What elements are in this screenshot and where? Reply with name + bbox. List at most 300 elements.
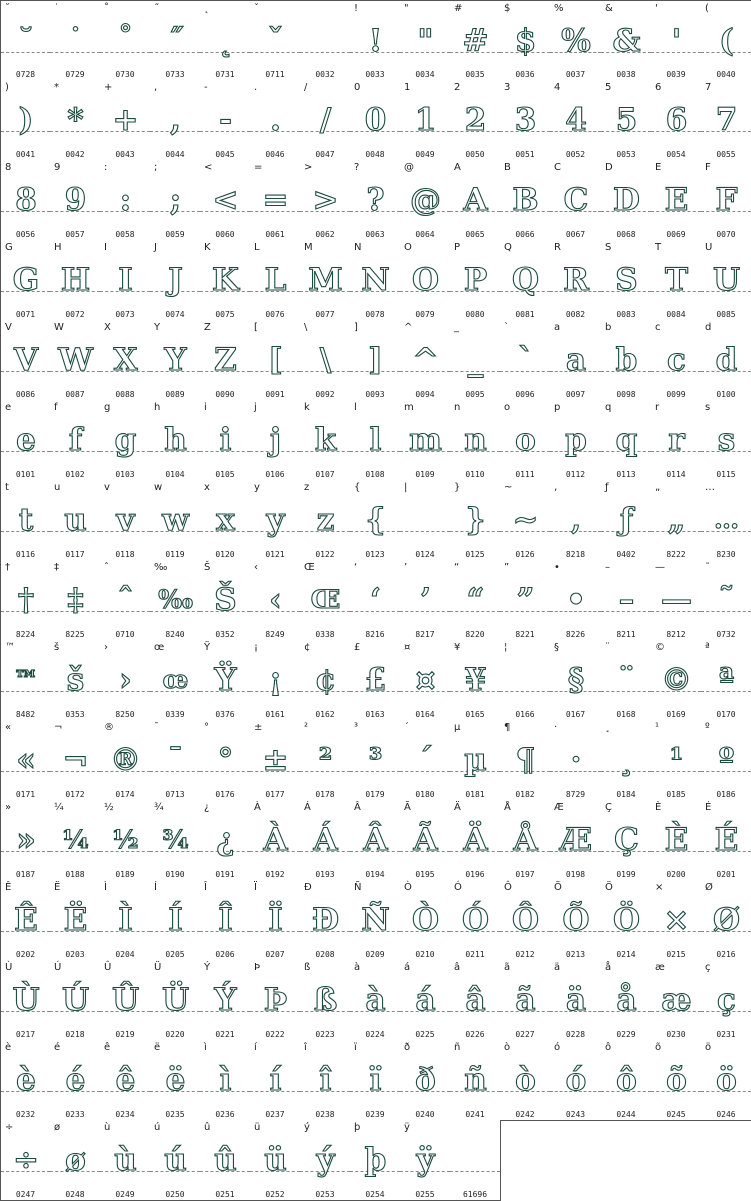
char-label: §	[554, 642, 559, 653]
char-code: 0179	[365, 790, 385, 799]
char-code: 0038	[616, 70, 636, 79]
char-code: 0093	[365, 390, 385, 399]
char-code: 0125	[465, 550, 485, 559]
glyph-sample: ?	[366, 182, 384, 218]
char-code: 0101	[15, 470, 36, 479]
glyph-cell	[100, 240, 151, 321]
glyph-cell	[150, 400, 201, 481]
glyph-cell	[450, 240, 501, 321]
glyph-sample: ç	[717, 982, 735, 1018]
glyph-cell	[150, 560, 201, 641]
char-code: 0240	[415, 1110, 435, 1119]
char-code: 8250	[115, 710, 135, 719]
char-label: -	[204, 82, 208, 93]
char-code: 0189	[115, 870, 135, 879]
glyph-cell	[200, 1040, 251, 1121]
char-label: ª	[705, 642, 710, 653]
glyph-sample: õ	[666, 1062, 686, 1098]
char-label: ±	[254, 722, 263, 733]
char-code: 0402	[616, 550, 636, 559]
glyph-sample: L	[264, 262, 286, 298]
glyph-sample: ˝	[167, 23, 183, 59]
glyph-sample: ’	[420, 582, 430, 618]
glyph-sample: è	[16, 1062, 35, 1098]
char-label: á	[404, 962, 411, 973]
char-label: µ	[454, 722, 461, 733]
glyph-sample: T	[664, 262, 688, 298]
char-label: ”	[504, 562, 510, 573]
glyph-cell	[601, 480, 652, 561]
glyph-sample: Ü	[161, 982, 189, 1018]
glyph-cell	[300, 320, 351, 401]
glyph-cell	[0, 160, 51, 241]
glyph-cell	[250, 1120, 301, 1201]
char-label: y	[254, 482, 260, 493]
char-code: 0124	[415, 550, 435, 559]
char-label: 0	[354, 82, 361, 93]
char-label: )	[5, 82, 9, 93]
char-code: 0076	[265, 310, 285, 319]
char-label: C	[554, 162, 561, 173]
char-code: 0066	[515, 230, 535, 239]
char-label: é	[54, 1042, 61, 1053]
char-code: 0042	[65, 150, 85, 159]
glyph-cell	[550, 720, 602, 801]
glyph-cell	[450, 160, 501, 241]
char-label: w	[154, 482, 163, 493]
glyph-sample: N	[361, 262, 389, 298]
char-code: 0216	[716, 950, 736, 959]
glyph-cell	[350, 880, 401, 961]
char-label: ¢	[304, 642, 311, 653]
char-label: '	[655, 3, 658, 14]
glyph-sample: 0	[364, 102, 386, 138]
glyph-cell	[50, 400, 101, 481]
glyph-sample: ¬	[62, 742, 88, 778]
char-label: Z	[204, 322, 211, 333]
glyph-sample: ö	[716, 1062, 736, 1098]
glyph-cell	[651, 720, 702, 801]
glyph-sample: §	[567, 662, 584, 698]
glyph-sample: r	[668, 422, 684, 458]
glyph-cell	[250, 0, 301, 81]
char-code: 0049	[415, 150, 435, 159]
glyph-sample: w	[162, 502, 188, 538]
char-code: 0221	[215, 1030, 235, 1039]
glyph-cell	[400, 80, 451, 161]
glyph-cell	[0, 560, 51, 641]
glyph-sample: =	[262, 182, 288, 218]
glyph-cell	[50, 80, 101, 161]
char-label: a	[554, 322, 561, 333]
char-code: 8482	[15, 710, 36, 719]
glyph-cell	[450, 320, 501, 401]
glyph-sample: ø	[65, 1142, 85, 1178]
char-code: 0099	[666, 390, 686, 399]
char-label: z	[304, 482, 310, 493]
glyph-cell	[701, 1040, 751, 1121]
char-code: 0241	[465, 1110, 485, 1119]
char-code: 0232	[15, 1110, 36, 1119]
glyph-cell	[400, 400, 451, 481]
glyph-cell	[350, 160, 401, 241]
char-code: 0088	[115, 390, 135, 399]
char-code: 0192	[265, 870, 285, 879]
char-code: 8221	[515, 630, 535, 639]
char-label: ï	[354, 1042, 357, 1053]
glyph-sample: ð	[415, 1062, 435, 1098]
glyph-cell	[300, 240, 351, 321]
glyph-sample: —	[661, 582, 691, 618]
char-code: 0222	[265, 1030, 285, 1039]
glyph-cell	[150, 640, 201, 721]
char-code: 0242	[515, 1110, 535, 1119]
glyph-sample: ¹	[669, 742, 683, 778]
glyph-sample: Î	[218, 902, 232, 938]
glyph-sample: ®	[110, 742, 140, 778]
char-code: 0213	[565, 950, 586, 959]
char-code: 0251	[215, 1190, 235, 1199]
glyph-sample: ¶	[515, 742, 535, 778]
char-code: 0052	[565, 150, 586, 159]
char-code: 0062	[315, 230, 335, 239]
char-label: |	[404, 482, 408, 493]
glyph-sample: £	[364, 662, 386, 698]
char-label: >	[304, 162, 313, 173]
char-label: È	[655, 802, 662, 813]
glyph-cell	[250, 80, 301, 161]
glyph-cell	[50, 320, 101, 401]
char-label: à	[354, 962, 361, 973]
glyph-cell	[701, 720, 751, 801]
glyph-sample: t	[18, 502, 33, 538]
glyph-cell	[601, 0, 652, 81]
glyph-sample: e	[16, 422, 35, 458]
char-code: 0111	[515, 470, 535, 479]
glyph-sample: z	[316, 502, 334, 538]
glyph-sample: ÷	[13, 1142, 38, 1178]
glyph-sample: é	[65, 1062, 85, 1098]
char-label: ¶	[504, 722, 511, 733]
glyph-cell	[500, 560, 551, 641]
char-label: å	[605, 962, 612, 973]
glyph-sample: -	[219, 102, 231, 138]
glyph-sample: Ó	[461, 902, 488, 938]
glyph-sample: –	[618, 582, 634, 618]
glyph-sample: ½	[112, 825, 138, 854]
glyph-cell	[651, 400, 702, 481]
char-code: 0234	[115, 1110, 135, 1119]
char-label: h	[154, 402, 161, 413]
char-label: 7	[705, 82, 712, 93]
glyph-cell	[300, 560, 351, 641]
glyph-cell	[450, 1120, 501, 1201]
glyph-sample: [	[268, 342, 282, 378]
glyph-sample: 6	[665, 102, 687, 138]
char-code: 0191	[215, 870, 235, 879]
char-label: š	[54, 642, 60, 653]
char-label: 6	[655, 82, 662, 93]
char-label: Ñ	[354, 882, 362, 893]
char-code: 8240	[165, 630, 185, 639]
char-code: 0040	[716, 70, 736, 79]
char-label: ì	[204, 1042, 207, 1053]
glyph-sample: +	[112, 102, 138, 138]
char-label: ·	[554, 722, 558, 733]
char-label: `	[504, 322, 509, 333]
glyph-cell	[250, 640, 301, 721]
char-label: P	[454, 242, 461, 253]
glyph-cell	[350, 240, 401, 321]
char-label: &	[605, 3, 613, 14]
glyph-sample: ´	[417, 742, 433, 778]
char-code: 0226	[465, 1030, 485, 1039]
glyph-cell	[250, 720, 301, 801]
glyph-sample: «	[16, 742, 35, 778]
char-label: p	[554, 402, 561, 413]
char-code: 8249	[265, 630, 285, 639]
char-code: 8216	[365, 630, 385, 639]
glyph-sample: S	[615, 262, 637, 298]
glyph-sample: ³	[368, 742, 382, 778]
char-label: V	[5, 322, 12, 333]
char-code: 8226	[565, 630, 586, 639]
char-code: 0212	[515, 950, 535, 959]
glyph-sample: C	[563, 182, 588, 218]
char-label: F	[705, 162, 711, 173]
char-label: í	[254, 1042, 257, 1053]
char-code: 0050	[465, 150, 485, 159]
char-label: ˆ	[104, 562, 109, 573]
char-label: m	[404, 402, 414, 413]
glyph-cell	[400, 1120, 451, 1201]
glyph-cell	[450, 640, 501, 721]
glyph-sample: à	[365, 982, 385, 1018]
glyph-cell	[0, 480, 51, 561]
glyph-cell	[0, 720, 51, 801]
glyph-cell	[300, 720, 351, 801]
glyph-cell	[500, 160, 551, 241]
char-label: î	[304, 1042, 307, 1053]
char-code: 0376	[215, 710, 235, 719]
char-label: K	[204, 242, 211, 253]
char-label: ‹	[254, 562, 258, 573]
glyph-sample: O	[411, 262, 438, 298]
char-label: u	[54, 482, 61, 493]
char-code: 0731	[215, 70, 235, 79]
glyph-sample: œ	[162, 665, 188, 694]
glyph-sample: (	[719, 23, 733, 59]
glyph-cell	[701, 800, 751, 881]
glyph-cell	[550, 560, 602, 641]
char-code: 0203	[65, 950, 85, 959]
glyph-cell	[601, 1040, 652, 1121]
glyph-cell	[500, 400, 551, 481]
glyph-sample: s	[717, 422, 735, 458]
glyph-cell	[651, 560, 702, 641]
glyph-cell	[601, 800, 652, 881]
glyph-cell	[601, 640, 652, 721]
char-code: 0338	[315, 630, 335, 639]
char-label: ü	[254, 1122, 261, 1133]
char-code: 0103	[115, 470, 135, 479]
glyph-cell	[701, 560, 751, 641]
char-label: Ä	[454, 802, 461, 813]
char-label: M	[304, 242, 313, 253]
glyph-cell	[400, 960, 451, 1041]
char-label: J	[154, 242, 157, 253]
char-code: 0194	[365, 870, 385, 879]
char-code: 0206	[215, 950, 235, 959]
glyph-sample: `	[517, 342, 533, 378]
char-label: «	[5, 722, 12, 733]
char-label: ¤	[404, 642, 411, 653]
glyph-sample: ù	[114, 1142, 136, 1178]
glyph-cell	[550, 80, 602, 161]
glyph-cell	[100, 400, 151, 481]
char-code: 0215	[666, 950, 686, 959]
char-label: Ö	[605, 882, 613, 893]
char-code: 0082	[565, 310, 586, 319]
glyph-cell	[550, 880, 602, 961]
glyph-cell	[400, 880, 451, 961]
char-code: 0732	[716, 630, 736, 639]
char-code: 0102	[65, 470, 85, 479]
glyph-cell	[400, 1040, 451, 1121]
glyph-sample: ›	[119, 662, 131, 698]
glyph-cell	[300, 880, 351, 961]
glyph-cell	[50, 1040, 101, 1121]
glyph-cell	[601, 320, 652, 401]
char-code: 0171	[15, 790, 36, 799]
glyph-sample: {	[365, 502, 385, 538]
glyph-sample: a	[565, 342, 586, 378]
char-label: õ	[655, 1042, 662, 1053]
char-code: 0728	[15, 70, 36, 79]
char-code: 0197	[515, 870, 535, 879]
char-label: ˙	[54, 3, 59, 14]
char-code: 0174	[115, 790, 135, 799]
char-code: 0047	[315, 150, 335, 159]
glyph-sample: k	[314, 422, 336, 458]
glyph-cell	[50, 800, 101, 881]
char-code: 0060	[215, 230, 235, 239]
glyph-sample: /	[319, 102, 331, 138]
char-code: 0710	[115, 630, 135, 639]
char-label: ƒ	[605, 482, 609, 493]
char-code: 0250	[165, 1190, 185, 1199]
glyph-cell	[250, 800, 301, 881]
char-label: –	[605, 562, 610, 573]
char-code: 0034	[415, 70, 435, 79]
glyph-cell	[350, 1120, 401, 1201]
char-code: 0116	[15, 550, 36, 559]
char-label: ö	[705, 1042, 712, 1053]
char-label: @	[404, 162, 414, 173]
glyph-sample: F	[715, 182, 737, 218]
glyph-sample: Ä	[463, 822, 487, 858]
glyph-cell	[550, 480, 602, 561]
glyph-sample: º	[718, 742, 734, 778]
char-label: ¡	[254, 642, 259, 653]
glyph-cell	[100, 800, 151, 881]
char-label: Ç	[605, 802, 612, 813]
glyph-sample: ™	[13, 665, 38, 694]
char-code: 8230	[716, 550, 736, 559]
char-label: Ê	[5, 882, 12, 893]
char-label: Ÿ	[204, 642, 211, 653]
char-code: 0065	[465, 230, 485, 239]
glyph-sample: ©	[661, 662, 691, 698]
char-label: g	[104, 402, 111, 413]
glyph-sample: Ò	[411, 902, 438, 938]
glyph-sample: o	[515, 422, 535, 458]
char-label: •	[554, 562, 560, 573]
glyph-sample: '	[671, 23, 681, 59]
char-label: 8	[5, 162, 12, 173]
glyph-cell	[300, 1120, 351, 1201]
glyph-cell	[601, 560, 652, 641]
glyph-sample: Ë	[63, 902, 87, 938]
glyph-cell	[400, 800, 451, 881]
char-label: ‰	[154, 562, 168, 573]
glyph-sample: X	[113, 342, 137, 378]
char-label: ‘	[354, 562, 358, 573]
glyph-cell	[0, 400, 51, 481]
char-label: (	[705, 3, 709, 14]
glyph-cell	[300, 400, 351, 481]
char-label: ê	[104, 1042, 111, 1053]
glyph-cell	[100, 560, 151, 641]
char-code: 0205	[165, 950, 185, 959]
glyph-cell	[200, 880, 251, 961]
glyph-sample: ·	[570, 742, 581, 778]
glyph-cell	[701, 240, 751, 321]
glyph-cell	[250, 320, 301, 401]
glyph-sample: I	[118, 262, 132, 298]
char-label: Î	[204, 882, 207, 893]
char-label: ]	[354, 322, 358, 333]
char-label: Ë	[54, 882, 61, 893]
char-label: ©	[655, 642, 665, 653]
char-code: 0181	[465, 790, 485, 799]
glyph-sample: ª	[718, 662, 734, 698]
glyph-sample: .	[270, 102, 280, 138]
glyph-sample: ¨	[618, 662, 634, 698]
glyph-cell	[0, 240, 51, 321]
char-code: 0064	[415, 230, 435, 239]
glyph-cell	[651, 800, 702, 881]
char-code: 0184	[616, 790, 636, 799]
glyph-cell	[200, 480, 251, 561]
char-code: 0037	[565, 70, 586, 79]
char-code: 0180	[415, 790, 435, 799]
glyph-cell	[0, 0, 51, 81]
glyph-sample: ¥	[464, 662, 486, 698]
char-code: 0045	[215, 150, 235, 159]
char-label: _	[454, 322, 459, 333]
char-label: Ü	[154, 962, 162, 973]
char-code: 8212	[666, 630, 686, 639]
char-code: 0210	[415, 950, 435, 959]
char-code: 0046	[265, 150, 285, 159]
glyph-cell	[500, 480, 551, 561]
glyph-cell	[701, 400, 751, 481]
char-label: Œ	[304, 562, 315, 573]
glyph-sample: ‡	[67, 582, 83, 618]
glyph-sample: P	[463, 262, 487, 298]
glyph-sample: W	[58, 342, 92, 378]
